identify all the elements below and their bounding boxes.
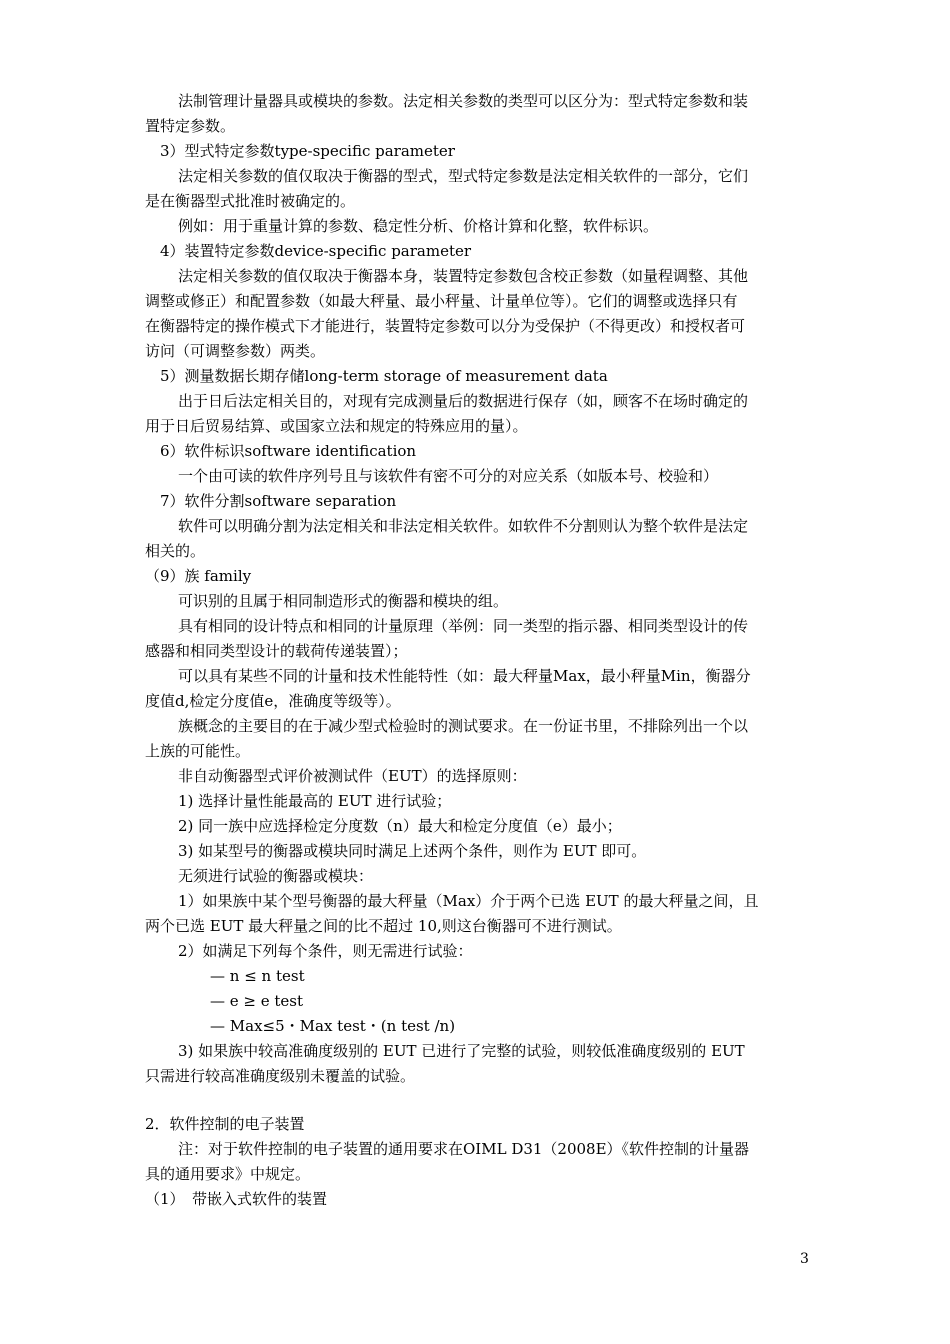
text-line: 一个由可读的软件序列号且与该软件有密不可分的对应关系（如版本号、校验和）	[178, 467, 719, 485]
section-heading: （9）族 family	[145, 567, 252, 585]
text-line: 非自动衡器型式评价被测试件（EUT）的选择原则：	[178, 767, 527, 785]
text-line: 感器和相同类型设计的载荷传递装置）；	[145, 642, 408, 660]
text-line: 软件可以明确分割为法定相关和非法定相关软件。如软件不分割则认为整个软件是法定	[178, 517, 749, 535]
condition-item: — Max≤5・Max test・(n test /n)	[210, 1017, 456, 1035]
subsection-heading: （1） 带嵌入式软件的装置	[145, 1190, 328, 1208]
section-heading: 7）软件分割software separation	[160, 492, 397, 510]
text-line: 例如：用于重量计算的参数、稳定性分析、价格计算和化整，软件标识。	[178, 217, 659, 235]
list-item: 1) 选择计量性能最高的 EUT 进行试验；	[178, 792, 452, 810]
text-line: 相关的。	[145, 542, 206, 560]
text-line: 度值d,检定分度值e，准确度等级等）。	[145, 692, 401, 710]
list-item: 3) 如某型号的衡器或模块同时满足上述两个条件，则作为 EUT 即可。	[178, 842, 647, 860]
text-line: 调整或修正）和配置参数（如最大秤量、最小秤量、计量单位等）。它们的调整或选择只有	[145, 292, 738, 310]
text-line: 法定相关参数的值仅取决于衡器的型式，型式特定参数是法定相关软件的一部分，它们	[178, 167, 749, 185]
text-line: 法制管理计量器具或模块的参数。法定相关参数的类型可以区分为：型式特定参数和装	[178, 92, 749, 110]
text-line: 用于日后贸易结算、或国家立法和规定的特殊应用的量）。	[145, 417, 528, 435]
text-line: 法定相关参数的值仅取决于衡器本身，装置特定参数包含校正参数（如量程调整、其他	[178, 267, 749, 285]
text-line: 无须进行试验的衡器或模块：	[178, 867, 374, 885]
text-line: 是在衡器型式批准时被确定的。	[145, 192, 356, 210]
text-line: 只需进行较高准确度级别未覆盖的试验。	[145, 1067, 416, 1085]
section-heading: 6）软件标识software identification	[160, 442, 417, 460]
text-line: 可识别的且属于相同制造形式的衡器和模块的组。	[178, 592, 509, 610]
note-line: 具的通用要求》中规定。	[145, 1165, 311, 1183]
text-line: 可以具有某些不同的计量和技术性能特性（如：最大秤量Max，最小秤量Min，衡器分	[178, 667, 751, 685]
page-number: 3	[800, 1251, 809, 1267]
note-line: 注：对于软件控制的电子装置的通用要求在OIML D31（2008E）《软件控制的计量器	[178, 1140, 750, 1158]
text-line: 上族的可能性。	[145, 742, 251, 760]
text-line: 访问（可调整参数）两类。	[145, 342, 326, 360]
text-line: 具有相同的设计特点和相同的计量原理（举例：同一类型的指示器、相同类型设计的传	[178, 617, 749, 635]
text-line: 族概念的主要目的在于减少型式检验时的测试要求。在一份证书里，不排除列出一个以	[178, 717, 749, 735]
section-heading: 3）型式特定参数type-specific parameter	[160, 142, 455, 160]
section-heading: 4）装置特定参数device-specific parameter	[160, 242, 472, 260]
section-heading: 2．软件控制的电子装置	[145, 1115, 305, 1133]
list-item: 2）如满足下列每个条件，则无需进行试验：	[178, 942, 473, 960]
list-item: 2) 同一族中应选择检定分度数（n）最大和检定分度值（e）最小；	[178, 817, 622, 835]
list-item: 1）如果族中某个型号衡器的最大秤量（Max）介于两个已选 EUT 的最大秤量之间，且	[178, 892, 759, 910]
condition-item: — n ≤ n test	[210, 967, 305, 985]
list-item: 3) 如果族中较高准确度级别的 EUT 已进行了完整的试验，则较低准确度级别的 EUT	[178, 1042, 745, 1060]
condition-item: — e ≥ e test	[210, 992, 304, 1010]
text-line: 置特定参数。	[145, 117, 236, 135]
text-line: 出于日后法定相关目的，对现有完成测量后的数据进行保存（如，顾客不在场时确定的	[178, 392, 749, 410]
section-heading: 5）测量数据长期存储long-term storage of measurement data	[160, 367, 608, 385]
text-line: 在衡器特定的操作模式下才能进行，装置特定参数可以分为受保护（不得更改）和授权者可	[145, 317, 746, 335]
text-line: 两个已选 EUT 最大秤量之间的比不超过 10,则这台衡器可不进行测试。	[145, 917, 622, 935]
